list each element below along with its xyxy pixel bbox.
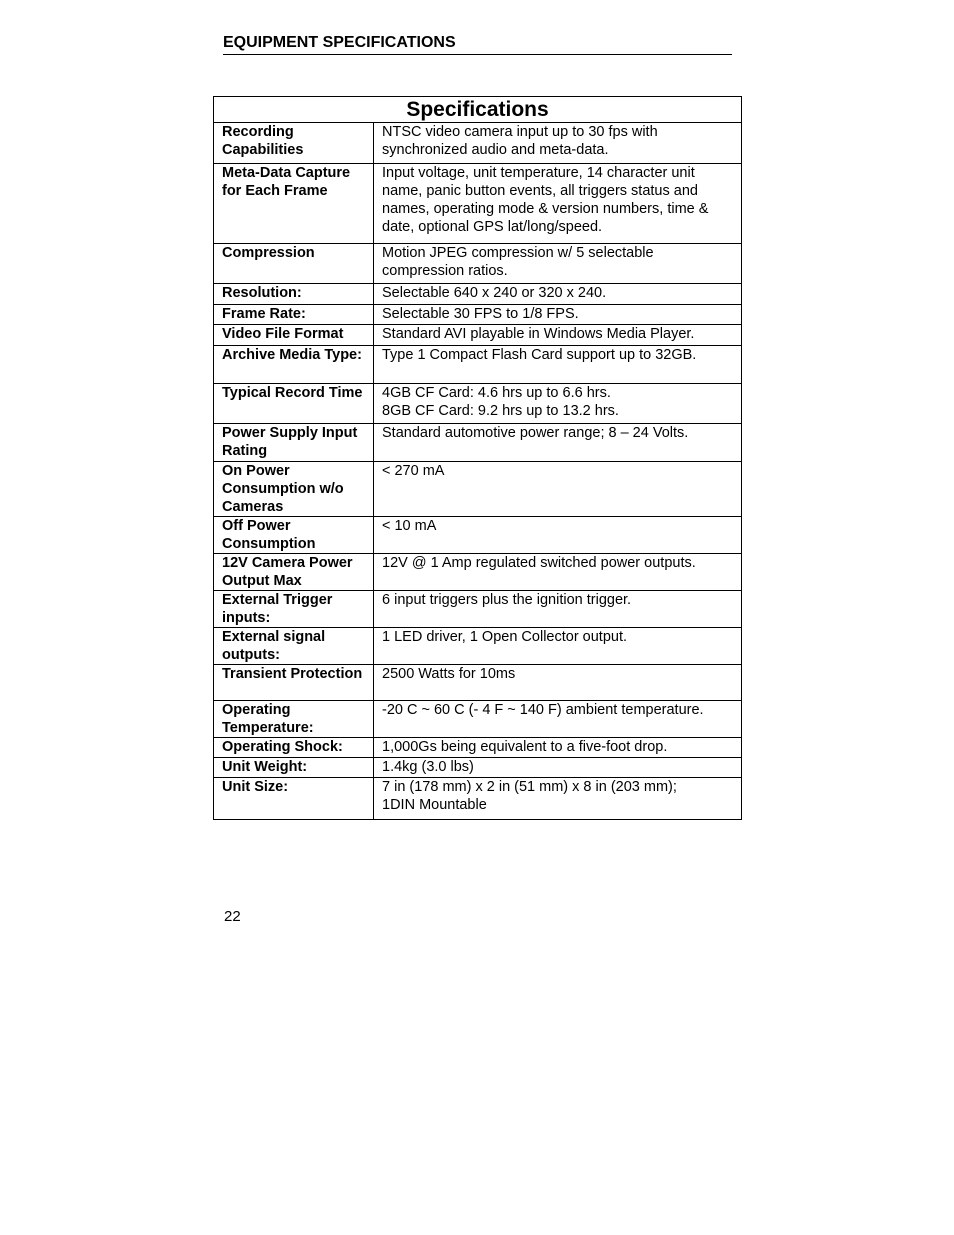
spec-label: Typical Record Time (214, 384, 374, 424)
table-title-row (214, 97, 742, 123)
table-row (214, 305, 742, 325)
spec-value: < 10 mA (374, 517, 742, 554)
spec-value: Selectable 30 FPS to 1/8 FPS. (374, 305, 742, 325)
spec-value: 6 input triggers plus the ignition trigger. (374, 591, 742, 628)
spec-value: Motion JPEG compression w/ 5 selectable compression ratios. (374, 244, 742, 284)
spec-label: Unit Size: (214, 778, 374, 820)
spec-value: 2500 Watts for 10ms (374, 665, 742, 701)
spec-value: Standard AVI playable in Windows Media Player. (374, 325, 742, 346)
table-row (214, 424, 742, 462)
spec-label: Operating Shock: (214, 738, 374, 758)
table-row (214, 164, 742, 244)
spec-value: 1.4kg (3.0 lbs) (374, 758, 742, 778)
spec-value: Type 1 Compact Flash Card support up to 32GB. (374, 346, 742, 384)
spec-label: Archive Media Type: (214, 346, 374, 384)
spec-value: 12V @ 1 Amp regulated switched power outputs. (374, 554, 742, 591)
spec-label: Video File Format (214, 325, 374, 346)
spec-label: Unit Weight: (214, 758, 374, 778)
section-title: EQUIPMENT SPECIFICATIONS (223, 33, 732, 55)
table-title: Specifications (214, 97, 742, 123)
spec-label: On Power Consumption w/o Cameras (214, 462, 374, 517)
table-row (214, 554, 742, 591)
table-row (214, 738, 742, 758)
spec-label: Meta-Data Capture for Each Frame (214, 164, 374, 244)
spec-label: External signal outputs: (214, 628, 374, 665)
spec-value: Input voltage, unit temperature, 14 character unit name, panic button events, all triggers status and names, operating mode & version numbers, time & date, optional GPS lat/long/speed. (374, 164, 742, 244)
spec-label: 12V Camera Power Output Max (214, 554, 374, 591)
spec-value: 7 in (178 mm) x 2 in (51 mm) x 8 in (203 mm); 1DIN Mountable (374, 778, 742, 820)
spec-value: < 270 mA (374, 462, 742, 517)
spec-value: 4GB CF Card: 4.6 hrs up to 6.6 hrs. 8GB CF Card: 9.2 hrs up to 13.2 hrs. (374, 384, 742, 424)
spec-label: External Trigger inputs: (214, 591, 374, 628)
table-row (214, 665, 742, 701)
spec-label: Recording Capabilities (214, 123, 374, 164)
spec-value: -20 C ~ 60 C (- 4 F ~ 140 F) ambient temperature. (374, 701, 742, 738)
table-row (214, 778, 742, 820)
table-row (214, 244, 742, 284)
table-row (214, 591, 742, 628)
table-row (214, 517, 742, 554)
spec-label: Transient Protection (214, 665, 374, 701)
table-row (214, 284, 742, 305)
spec-value: 1 LED driver, 1 Open Collector output. (374, 628, 742, 665)
table-row (214, 346, 742, 384)
table-row (214, 758, 742, 778)
spec-label: Power Supply Input Rating (214, 424, 374, 462)
spec-label: Operating Temperature: (214, 701, 374, 738)
spec-label: Frame Rate: (214, 305, 374, 325)
page-number: 22 (224, 908, 241, 925)
spec-label: Resolution: (214, 284, 374, 305)
table-body (214, 123, 742, 820)
spec-label: Off Power Consumption (214, 517, 374, 554)
table-row (214, 123, 742, 164)
table-row (214, 325, 742, 346)
spec-value: Selectable 640 x 240 or 320 x 240. (374, 284, 742, 305)
table-row (214, 701, 742, 738)
spec-value: Standard automotive power range; 8 – 24 Volts. (374, 424, 742, 462)
table-row (214, 462, 742, 517)
spec-value: NTSC video camera input up to 30 fps with synchronized audio and meta-data. (374, 123, 742, 164)
specifications-table (213, 96, 742, 820)
spec-value: 1,000Gs being equivalent to a five-foot drop. (374, 738, 742, 758)
table-row (214, 628, 742, 665)
spec-label: Compression (214, 244, 374, 284)
table-row (214, 384, 742, 424)
